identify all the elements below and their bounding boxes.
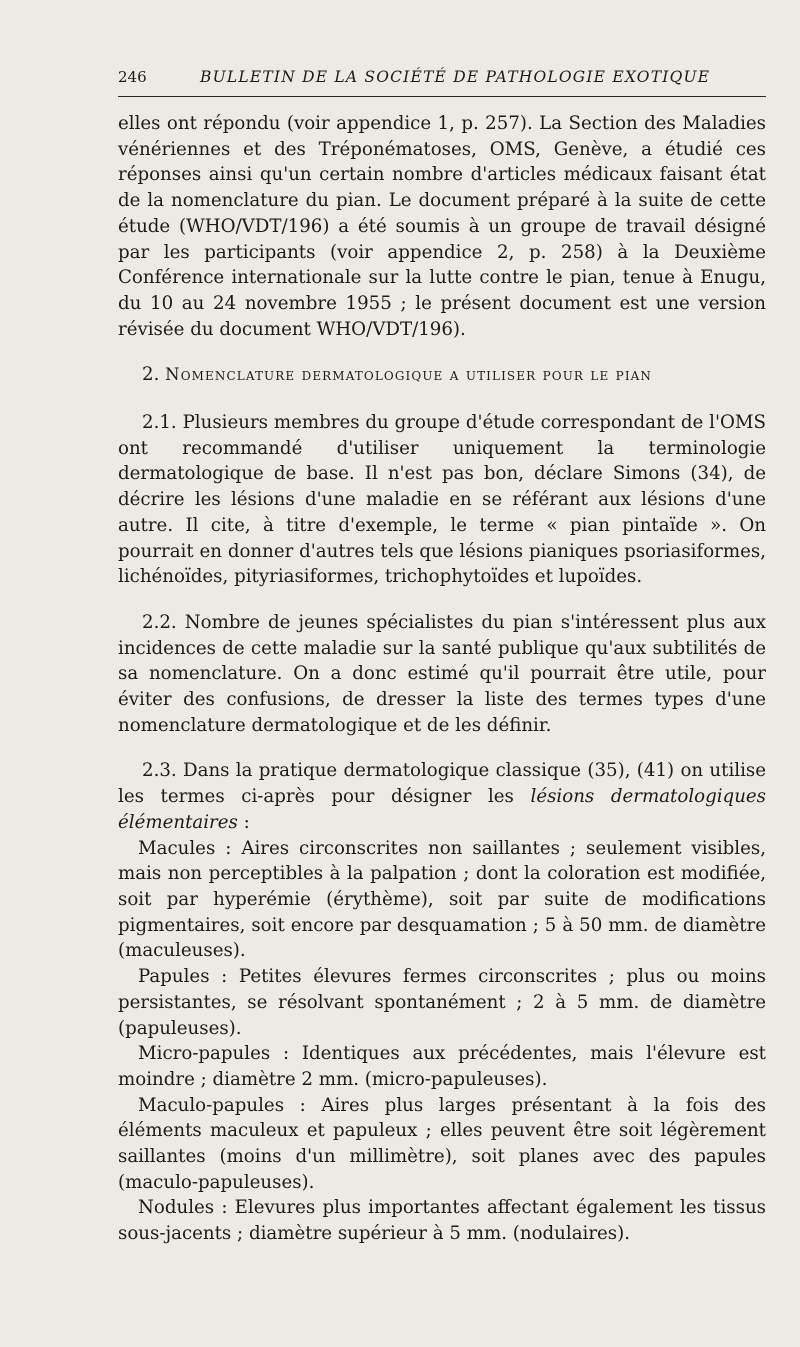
definition-nodules: Nodules : Elevures plus importantes affectant également les tissus sous-jacents ; diamètre supérieur à 5 mm. (nodulaires). — [118, 1197, 766, 1245]
section-title: Nomenclature dermatologique a utiliser pour le pian — [165, 365, 653, 385]
definition-maculo-papules: Maculo-papules : Aires plus larges présentant à la fois des éléments maculeux et papuleux ; elles peuvent être soit légèrement saillantes (moins d'un millimètre), soit planes avec des papules (maculo-papuleuses). — [118, 1094, 766, 1193]
paragraph-2-3-emphasis: lésions dermatologiques élémentaires — [118, 786, 766, 833]
body-text — [118, 111, 766, 1247]
section-heading — [118, 362, 766, 388]
paragraph-2-3-lead: 2.3. Dans la pratique dermatologique classique (35), (41) on utilise les termes ci-après pour désigner les — [118, 760, 766, 808]
running-header — [118, 64, 766, 97]
definition-micro-papules: Micro-papules : Identiques aux précédentes, mais l'élevure est moindre ; diamètre 2 mm. (micro-papuleuses). — [118, 1043, 766, 1090]
paragraph-2-1: 2.1. Plusieurs membres du groupe d'étude correspondant de l'OMS ont recommandé d'utiliser uniquement la terminologie dermatologique de base. Il n'est pas bon, déclare Simons (34), de décrire les lésions d'une maladie en se référant aux lésions d'une autre. Il cite, à titre d'exemple, le terme « pian pintaïde ». On pourrait en donner d'autres tels que lésions pianiques psoriasiformes, lichénoïdes, pityriasiformes, trichophytoïdes et lupoïdes. — [118, 412, 766, 588]
page-number: 246 — [118, 68, 147, 86]
section-number: 2. — [142, 364, 160, 386]
paragraph-2-3-tail: : — [237, 811, 250, 833]
paragraph-2-3 — [118, 758, 766, 835]
paragraph-2-2: 2.2. Nombre de jeunes spécialistes du pian s'intéressent plus aux incidences de cette maladie sur la santé publique qu'aux subtilités de sa nomenclature. On a donc estimé qu'il pourrait être utile, pour éviter des confusions, de dresser la liste des termes types d'une nomenclature dermatologique et de les définir. — [118, 611, 766, 736]
definition-papules: Papules : Petites élevures fermes circonscrites ; plus ou moins persistantes, se résolvant spontanément ; 2 à 5 mm. de diamètre (papuleuses). — [118, 966, 766, 1039]
definition-macules: Macules : Aires circonscrites non saillantes ; seulement visibles, mais non perceptibles à la palpation ; dont la coloration est modifiée, soit par hyperémie (érythème), soit par suite de modifications pigmentaires, soit encore par desquamation ; 5 à 50 mm. de diamètre (maculeuses). — [118, 837, 766, 962]
intro-paragraph: elles ont répondu (voir appendice 1, p. 257). La Section des Maladies vénériennes et des Tréponématoses, OMS, Genève, a étudié ces réponses ainsi qu'un certain nombre d'articles médicaux faisant état de la nomenclature du pian. Le document préparé à la suite de cette étude (WHO/VDT/196) a été soumis à un groupe de travail désigné par les participants (voir appendice 2, p. 258) à la Deuxième Conférence internationale sur la lutte contre le pian, tenue à Enugu, du 10 au 24 novembre 1955 ; le présent document est une version révisée du document WHO/VDT/196). — [118, 113, 766, 340]
journal-title: BULLETIN DE LA SOCIÉTÉ DE PATHOLOGIE EXOTIQUE — [200, 68, 711, 86]
